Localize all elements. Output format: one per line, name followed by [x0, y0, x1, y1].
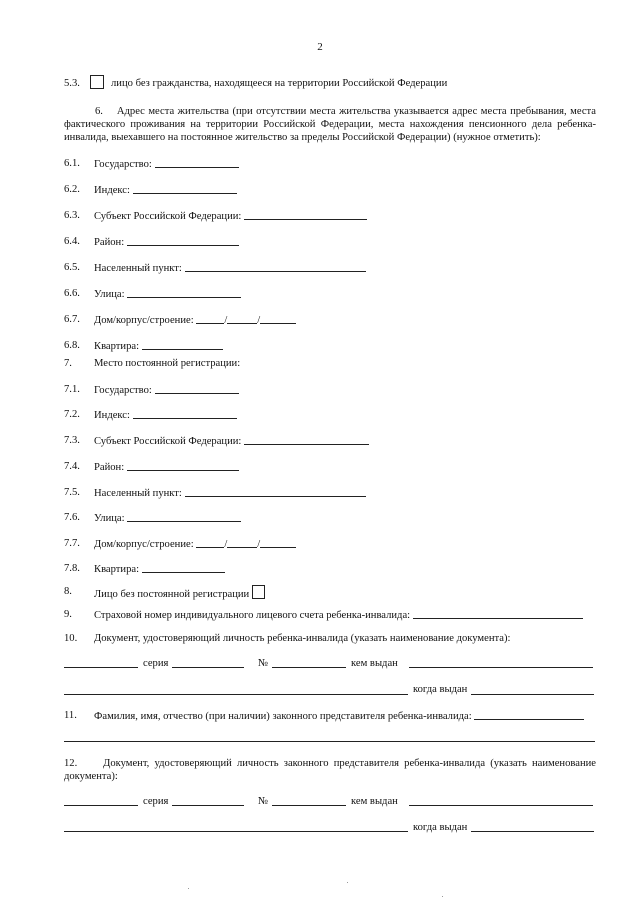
reg-structure-field[interactable] — [260, 537, 296, 548]
no-registration-checkbox[interactable] — [252, 585, 265, 599]
item-6-1 — [64, 157, 596, 171]
rep-series-label: серия — [143, 796, 169, 807]
item-number: 12. — [64, 758, 78, 769]
reg-country-field[interactable] — [155, 383, 239, 394]
reg-region-field[interactable] — [244, 434, 369, 445]
rep-issued-when-label: когда выдан — [413, 822, 468, 833]
item-7-8 — [64, 562, 596, 576]
item-number: 6.8. — [64, 340, 80, 351]
series-field[interactable] — [172, 667, 244, 668]
postal-code-field[interactable] — [133, 183, 237, 194]
item-6-6 — [64, 287, 596, 301]
item-number: 7.3. — [64, 435, 80, 446]
item-number: 6.2. — [64, 184, 80, 195]
item-8 — [64, 585, 596, 599]
issued-by-label: кем выдан — [351, 658, 398, 669]
item-number: 8. — [64, 586, 72, 597]
country-field[interactable] — [155, 157, 239, 168]
scan-speck — [188, 888, 189, 889]
item-6 — [64, 105, 596, 144]
item-number: 7.1. — [64, 384, 80, 395]
item-number: 6.6. — [64, 288, 80, 299]
item-9 — [64, 608, 596, 622]
issued-by-continued-field[interactable] — [64, 694, 408, 695]
field-label: Лицо без постоянной регистрации — [94, 585, 265, 602]
rep-number-field[interactable] — [272, 805, 346, 806]
item-7-3 — [64, 434, 596, 448]
item-5-3 — [64, 77, 596, 91]
item-number: 5.3. — [64, 78, 80, 89]
item-number: 6.5. — [64, 262, 80, 273]
doc-type-field[interactable] — [64, 667, 138, 668]
field-label: Квартира: — [94, 562, 225, 577]
item-label: лицо без гражданства, находящееся на территории Российской Федерации — [111, 78, 448, 89]
building-field[interactable] — [227, 313, 257, 324]
number-field[interactable] — [272, 667, 346, 668]
item-number: 6.4. — [64, 236, 80, 247]
apartment-field[interactable] — [142, 339, 223, 350]
field-label: Страховой номер индивидуального лицевого счета ребенка-инвалида: — [94, 608, 583, 623]
rep-issued-by-field[interactable] — [409, 805, 593, 806]
item-number: 7.6. — [64, 512, 80, 523]
rep-issued-by-label: кем выдан — [351, 796, 398, 807]
series-label: серия — [143, 658, 169, 669]
item-number: 7. — [64, 358, 72, 369]
field-label: Дом/корпус/строение: / / — [94, 313, 296, 328]
item-11 — [64, 709, 596, 723]
item-number: 6.7. — [64, 314, 80, 325]
section-label: Место постоянной регистрации: — [94, 358, 241, 369]
residence-address-intro: Адрес места жительства (при отсутствии места жительства указывается адрес места пребывания, места фактического проживания на территории Российской Федерации, места нахождения пенсионного дела ребенка-инвалида, выехавшего на постоянное жительство за пределы Российской Федерации) (нужное отметить): — [64, 106, 596, 143]
item-7-2 — [64, 408, 596, 422]
scan-speck — [347, 882, 348, 883]
field-label: Район: — [94, 460, 239, 475]
item-number: 9. — [64, 609, 72, 620]
scan-speck — [442, 896, 443, 897]
issued-when-label: когда выдан — [413, 684, 468, 695]
item-number: 6. — [95, 106, 103, 117]
field-label: Государство: — [94, 383, 239, 398]
item-6-4 — [64, 235, 596, 249]
item-7-1 — [64, 383, 596, 397]
stateless-checkbox[interactable] — [90, 75, 104, 89]
field-label: Индекс: — [94, 183, 237, 198]
item-number: 11. — [64, 710, 77, 721]
item-number: 10. — [64, 633, 78, 644]
item-number: 7.2. — [64, 409, 80, 420]
district-field[interactable] — [127, 235, 239, 246]
item-7-4 — [64, 460, 596, 474]
issued-by-field[interactable] — [409, 667, 593, 668]
item-10 — [64, 632, 596, 646]
snils-field[interactable] — [413, 608, 583, 619]
rep-number-label: № — [258, 796, 269, 807]
item-12 — [64, 757, 596, 783]
reg-locality-field[interactable] — [185, 486, 366, 497]
reg-house-field[interactable] — [196, 537, 224, 548]
item-number: 7.5. — [64, 487, 80, 498]
reg-street-field[interactable] — [127, 511, 241, 522]
locality-field[interactable] — [185, 261, 366, 272]
rep-issued-by-continued-field[interactable] — [64, 831, 408, 832]
field-label: Улица: — [94, 287, 241, 302]
representative-doc-intro: Документ, удостоверяющий личность законного представителя ребенка-инвалида (указать наименование документа): — [64, 758, 596, 782]
item-6-5 — [64, 261, 596, 275]
field-label: Квартира: — [94, 339, 223, 354]
item-7 — [64, 357, 596, 371]
field-label: Субъект Российской Федерации: — [94, 209, 367, 224]
representative-name-continued-field[interactable] — [64, 741, 595, 742]
reg-building-field[interactable] — [227, 537, 257, 548]
field-label: Район: — [94, 235, 239, 250]
item-number: 6.1. — [64, 158, 80, 169]
item-6-8 — [64, 339, 596, 353]
item-number: 7.4. — [64, 461, 80, 472]
section-label: Документ, удостоверяющий личность ребенка-инвалида (указать наименование документа): — [94, 633, 511, 644]
field-label: Населенный пункт: — [94, 261, 366, 276]
house-field[interactable] — [196, 313, 224, 324]
item-6-7 — [64, 313, 596, 327]
item-7-5 — [64, 486, 596, 500]
street-field[interactable] — [127, 287, 241, 298]
reg-apartment-field[interactable] — [142, 562, 225, 573]
item-number: 6.3. — [64, 210, 80, 221]
number-label: № — [258, 658, 269, 669]
item-6-3 — [64, 209, 596, 223]
field-label: Дом/корпус/строение: / / — [94, 537, 296, 552]
item-7-6 — [64, 511, 596, 525]
rep-series-field[interactable] — [172, 805, 244, 806]
item-number: 7.8. — [64, 563, 80, 574]
field-label: Улица: — [94, 511, 241, 526]
field-label: Государство: — [94, 157, 239, 172]
reg-postal-code-field[interactable] — [133, 408, 237, 419]
item-6-2 — [64, 183, 596, 197]
rep-doc-type-field[interactable] — [64, 805, 138, 806]
field-label: Фамилия, имя, отчество (при наличии) законного представителя ребенка-инвалида: — [94, 709, 584, 724]
region-field[interactable] — [244, 209, 367, 220]
field-label: Субъект Российской Федерации: — [94, 434, 369, 449]
field-label: Населенный пункт: — [94, 486, 366, 501]
field-label: Индекс: — [94, 408, 237, 423]
structure-field[interactable] — [260, 313, 296, 324]
rep-issued-when-field[interactable] — [471, 831, 594, 832]
issued-when-field[interactable] — [471, 694, 594, 695]
item-number: 7.7. — [64, 538, 80, 549]
page-number: 2 — [317, 41, 323, 53]
representative-name-field[interactable] — [474, 709, 584, 720]
item-7-7 — [64, 537, 596, 551]
reg-district-field[interactable] — [127, 460, 239, 471]
